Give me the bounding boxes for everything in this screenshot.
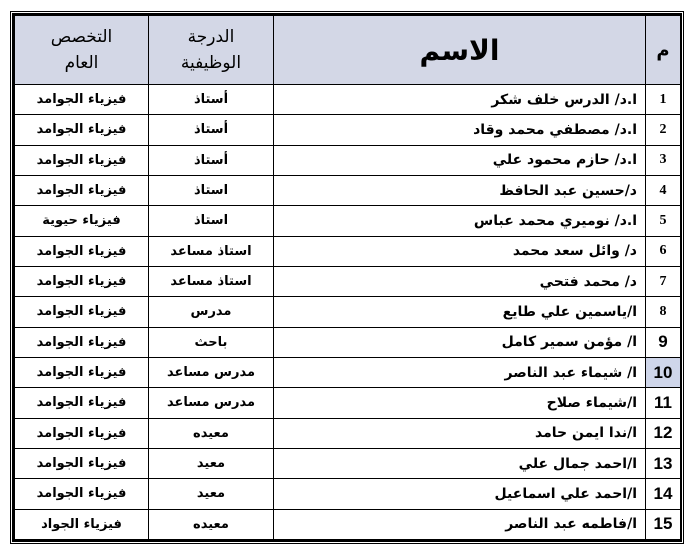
header-spec-line1: التخصص [50,27,113,47]
row-name-cell: ا/احمد علي اسماعيل [274,479,646,509]
table-row [15,115,681,145]
row-rank-cell: معيده [149,418,274,448]
row-rank-cell: استاذ [149,175,274,205]
row-name-cell: ا/احمد جمال علي [274,448,646,478]
row-name-cell: ا.د/ حازم محمود علي [274,145,646,175]
row-rank-cell: استاذ [149,206,274,236]
row-number-cell: 3 [646,145,681,175]
row-rank-cell: معيده [149,509,274,539]
row-number-cell: 10 [646,357,681,387]
row-number-cell: 15 [646,509,681,539]
row-specialization-cell: فيزياء الجوامد [15,357,149,387]
row-specialization-cell: فيزياء الجوامد [15,297,149,327]
row-name-cell: ا/شيماء صلاح [274,388,646,418]
row-rank-cell: معيد [149,479,274,509]
row-specialization-cell: فيزياء حيوية [15,206,149,236]
row-name-cell: د/ وائل سعد محمد [274,236,646,266]
row-number-cell: 2 [646,115,681,145]
row-rank-cell: باحث [149,327,274,357]
row-number-cell: 6 [646,236,681,266]
header-number: م [646,16,681,85]
table-row [15,388,681,418]
row-rank-cell: أستاذ [149,145,274,175]
row-specialization-cell: فيزياء الجوامد [15,266,149,296]
row-name-cell: ا.د/ الدرس خلف شكر [274,85,646,115]
row-specialization-cell: فيزياء الجوامد [15,115,149,145]
row-specialization-cell: فيزياء الجواد [15,509,149,539]
row-specialization-cell: فيزياء الجوامد [15,327,149,357]
table-row [15,266,681,296]
table-row [15,175,681,205]
header-rank-line2: الوظيفية [180,53,242,73]
row-rank-cell: استاذ مساعد [149,266,274,296]
row-specialization-cell: فيزياء الجوامد [15,388,149,418]
row-number-cell: 9 [646,327,681,357]
row-name-cell: ا.د/ مصطفي محمد وقاد [274,115,646,145]
row-number-cell: 5 [646,206,681,236]
table-row [15,236,681,266]
header-spec-line2: العام [64,53,99,73]
table-row [15,509,681,539]
table-row [15,297,681,327]
row-name-cell: د/حسين عبد الحافظ [274,175,646,205]
row-rank-cell: مدرس مساعد [149,357,274,387]
row-number-cell: 1 [646,85,681,115]
header-rank-line1: الدرجة [187,27,235,47]
row-rank-cell: معيد [149,448,274,478]
row-specialization-cell: فيزياء الجوامد [15,175,149,205]
row-number-cell: 8 [646,297,681,327]
row-number-cell: 11 [646,388,681,418]
row-rank-cell: مدرس مساعد [149,388,274,418]
row-rank-cell: أستاذ [149,85,274,115]
staff-table [14,15,681,540]
table-row [15,418,681,448]
header-rank [149,16,274,85]
row-name-cell: د/ محمد فتحي [274,266,646,296]
table-row [15,327,681,357]
row-name-cell: ا/ندا ايمن حامد [274,418,646,448]
header-specialization [15,16,149,85]
row-rank-cell: أستاذ [149,115,274,145]
table-row [15,448,681,478]
row-specialization-cell: فيزياء الجوامد [15,479,149,509]
row-name-cell: ا/ياسمين علي طايع [274,297,646,327]
row-name-cell: ا/ مؤمن سمير كامل [274,327,646,357]
row-specialization-cell: فيزياء الجوامد [15,85,149,115]
table-row [15,85,681,115]
row-number-cell: 14 [646,479,681,509]
row-number-cell: 4 [646,175,681,205]
row-name-cell: ا.د/ نوميري محمد عباس [274,206,646,236]
table-row [15,206,681,236]
row-rank-cell: استاذ مساعد [149,236,274,266]
row-number-cell: 13 [646,448,681,478]
row-name-cell: ا/فاطمه عبد الناصر [274,509,646,539]
row-number-cell: 12 [646,418,681,448]
row-specialization-cell: فيزياء الجوامد [15,448,149,478]
row-name-cell: ا/ شيماء عبد الناصر [274,357,646,387]
table-row [15,357,681,387]
row-specialization-cell: فيزياء الجوامد [15,145,149,175]
row-specialization-cell: فيزياء الجوامد [15,418,149,448]
table-row [15,145,681,175]
row-rank-cell: مدرس [149,297,274,327]
staff-table-frame [12,13,682,542]
table-header-row [15,16,681,85]
row-number-cell: 7 [646,266,681,296]
row-specialization-cell: فيزياء الجوامد [15,236,149,266]
header-name: الاسم [274,16,646,85]
table-row [15,479,681,509]
